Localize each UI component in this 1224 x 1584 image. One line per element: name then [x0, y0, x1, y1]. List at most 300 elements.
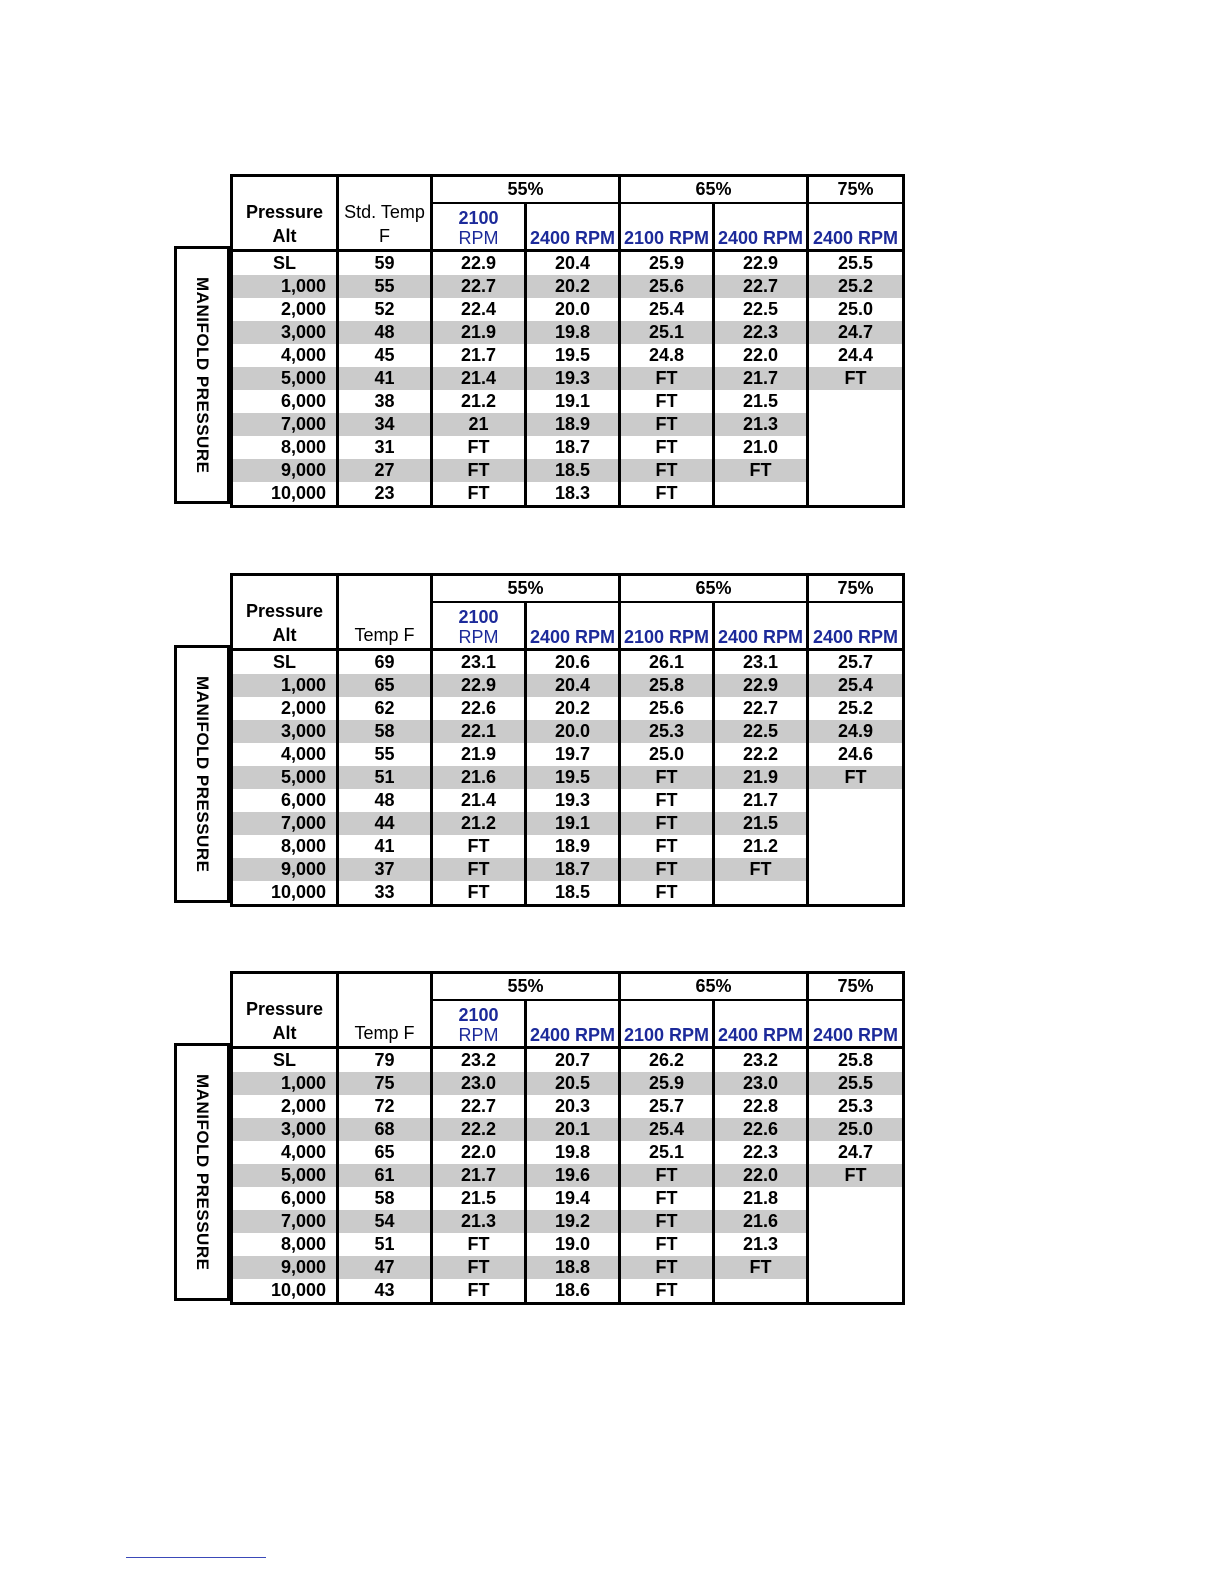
value-cell: [808, 1279, 904, 1304]
value-cell: 24.4: [808, 344, 904, 367]
temp-cell: 75: [338, 1072, 432, 1095]
altitude-cell: 7,000: [232, 413, 338, 436]
value-cell: 18.7: [526, 858, 620, 881]
value-cell: FT: [432, 482, 526, 507]
table-row: [232, 1256, 904, 1279]
temp-cell: 55: [338, 275, 432, 298]
rpm-2100-bottom: RPM: [458, 1025, 499, 1045]
value-cell: 23.2: [714, 1048, 808, 1073]
value-cell: [808, 436, 904, 459]
altitude-cell: SL: [232, 251, 338, 276]
side-label-text: MANIFOLD PRESSURE: [193, 1073, 212, 1271]
table-row: [232, 858, 904, 881]
value-cell: 25.6: [620, 697, 714, 720]
value-cell: [808, 482, 904, 507]
value-cell: 22.5: [714, 720, 808, 743]
value-cell: FT: [808, 766, 904, 789]
value-cell: [808, 789, 904, 812]
col-header-alt: Alt: [272, 226, 297, 246]
value-cell: 19.5: [526, 344, 620, 367]
value-cell: FT: [620, 812, 714, 835]
value-cell: 22.5: [714, 298, 808, 321]
value-cell: 19.0: [526, 1233, 620, 1256]
group-header-75: 75%: [808, 176, 904, 204]
temp-cell: 58: [338, 720, 432, 743]
rpm-2100-top: 2100: [458, 1005, 499, 1025]
value-cell: FT: [620, 881, 714, 906]
rpm-header-55-2100: [432, 602, 526, 650]
value-cell: FT: [714, 459, 808, 482]
value-cell: 21.2: [432, 812, 526, 835]
value-cell: 21.6: [432, 766, 526, 789]
col-header-temp-bottom: Temp F: [354, 1023, 415, 1043]
value-cell: 22.9: [714, 674, 808, 697]
altitude-cell: 5,000: [232, 766, 338, 789]
value-cell: [714, 1279, 808, 1304]
temp-cell: 61: [338, 1164, 432, 1187]
value-cell: 20.4: [526, 674, 620, 697]
table-row: [232, 1210, 904, 1233]
value-cell: 18.5: [526, 459, 620, 482]
altitude-cell: 2,000: [232, 1095, 338, 1118]
value-cell: 25.1: [620, 321, 714, 344]
value-cell: 25.7: [620, 1095, 714, 1118]
table-row: [232, 251, 904, 276]
value-cell: 22.7: [432, 1095, 526, 1118]
rpm-2100-top: 2100: [458, 607, 499, 627]
value-cell: FT: [620, 459, 714, 482]
altitude-cell: 8,000: [232, 436, 338, 459]
power-settings-table: [230, 174, 905, 508]
value-cell: 22.2: [714, 743, 808, 766]
altitude-cell: 9,000: [232, 1256, 338, 1279]
value-cell: 21.5: [714, 812, 808, 835]
value-cell: 19.7: [526, 743, 620, 766]
value-cell: 21.9: [432, 321, 526, 344]
altitude-cell: 3,000: [232, 321, 338, 344]
power-settings-table: [230, 573, 905, 907]
value-cell: 19.2: [526, 1210, 620, 1233]
value-cell: 21.2: [714, 835, 808, 858]
altitude-cell: 1,000: [232, 674, 338, 697]
altitude-cell: 3,000: [232, 1118, 338, 1141]
altitude-cell: 7,000: [232, 812, 338, 835]
value-cell: [808, 835, 904, 858]
side-label-text: MANIFOLD PRESSURE: [193, 675, 212, 873]
rpm-header-65-2100: 2100 RPM: [620, 1000, 714, 1048]
value-cell: 22.7: [432, 275, 526, 298]
temp-cell: 62: [338, 697, 432, 720]
rpm-header-65-2400: 2400 RPM: [714, 1000, 808, 1048]
rpm-header-65-2400: 2400 RPM: [714, 203, 808, 251]
value-cell: FT: [620, 835, 714, 858]
value-cell: [808, 1210, 904, 1233]
value-cell: 19.6: [526, 1164, 620, 1187]
temp-cell: 51: [338, 1233, 432, 1256]
value-cell: 18.9: [526, 413, 620, 436]
value-cell: [808, 858, 904, 881]
value-cell: FT: [620, 1233, 714, 1256]
temp-cell: 41: [338, 367, 432, 390]
value-cell: 25.5: [808, 251, 904, 276]
value-cell: 21.2: [432, 390, 526, 413]
altitude-cell: 10,000: [232, 1279, 338, 1304]
value-cell: 20.4: [526, 251, 620, 276]
value-cell: 24.9: [808, 720, 904, 743]
group-header-75: 75%: [808, 973, 904, 1001]
altitude-cell: 6,000: [232, 390, 338, 413]
value-cell: [808, 1256, 904, 1279]
temp-cell: 33: [338, 881, 432, 906]
rpm-header-65-2400: 2400 RPM: [714, 602, 808, 650]
value-cell: 22.0: [714, 344, 808, 367]
temp-cell: 65: [338, 1141, 432, 1164]
value-cell: 22.6: [714, 1118, 808, 1141]
manifold-pressure-table-1: [174, 174, 904, 506]
value-cell: 24.7: [808, 1141, 904, 1164]
temp-cell: 38: [338, 390, 432, 413]
value-cell: 22.6: [432, 697, 526, 720]
table-row: [232, 436, 904, 459]
col-header-alt: Alt: [272, 625, 297, 645]
table-row: [232, 1095, 904, 1118]
value-cell: 20.6: [526, 650, 620, 675]
value-cell: FT: [432, 835, 526, 858]
altitude-cell: 4,000: [232, 344, 338, 367]
table-row: [232, 1048, 904, 1073]
value-cell: 22.0: [714, 1164, 808, 1187]
temp-cell: 79: [338, 1048, 432, 1073]
value-cell: 22.4: [432, 298, 526, 321]
side-label: [174, 246, 230, 504]
temp-cell: 37: [338, 858, 432, 881]
rpm-header-55-2400: 2400 RPM: [526, 203, 620, 251]
group-header-65: 65%: [620, 575, 808, 603]
value-cell: FT: [808, 367, 904, 390]
temp-cell: 65: [338, 674, 432, 697]
value-cell: FT: [620, 1164, 714, 1187]
value-cell: 22.9: [432, 674, 526, 697]
value-cell: 22.7: [714, 697, 808, 720]
table-row: [232, 812, 904, 835]
altitude-cell: 4,000: [232, 743, 338, 766]
rpm-header-55-2100: [432, 1000, 526, 1048]
value-cell: 25.4: [620, 1118, 714, 1141]
table-row: [232, 674, 904, 697]
value-cell: FT: [432, 1233, 526, 1256]
rpm-header-55-2400: 2400 RPM: [526, 602, 620, 650]
value-cell: 23.1: [432, 650, 526, 675]
rpm-2100-top: 2100: [458, 208, 499, 228]
table-row: [232, 298, 904, 321]
temp-cell: 43: [338, 1279, 432, 1304]
rpm-header-65-2100: 2100 RPM: [620, 203, 714, 251]
value-cell: FT: [620, 1279, 714, 1304]
value-cell: 18.7: [526, 436, 620, 459]
table-row: [232, 1141, 904, 1164]
altitude-cell: 6,000: [232, 1187, 338, 1210]
value-cell: 21.5: [714, 390, 808, 413]
value-cell: 25.2: [808, 275, 904, 298]
value-cell: FT: [620, 390, 714, 413]
value-cell: FT: [620, 1210, 714, 1233]
table-row: [232, 835, 904, 858]
value-cell: 22.2: [432, 1118, 526, 1141]
temp-cell: 41: [338, 835, 432, 858]
temp-cell: 55: [338, 743, 432, 766]
altitude-cell: 3,000: [232, 720, 338, 743]
value-cell: FT: [620, 413, 714, 436]
temp-cell: 44: [338, 812, 432, 835]
value-cell: 22.9: [432, 251, 526, 276]
altitude-cell: 2,000: [232, 298, 338, 321]
value-cell: 25.8: [808, 1048, 904, 1073]
value-cell: 22.9: [714, 251, 808, 276]
value-cell: FT: [620, 858, 714, 881]
value-cell: 21.7: [432, 1164, 526, 1187]
group-header-55: 55%: [432, 575, 620, 603]
temp-cell: 48: [338, 789, 432, 812]
value-cell: 22.0: [432, 1141, 526, 1164]
table-row: [232, 881, 904, 906]
rpm-header-75-2400: 2400 RPM: [808, 602, 904, 650]
value-cell: 25.0: [808, 1118, 904, 1141]
value-cell: 18.5: [526, 881, 620, 906]
value-cell: 20.0: [526, 720, 620, 743]
temp-cell: 47: [338, 1256, 432, 1279]
col-header-pressure: Pressure: [245, 202, 324, 222]
value-cell: 20.7: [526, 1048, 620, 1073]
value-cell: 21: [432, 413, 526, 436]
side-label: [174, 1043, 230, 1301]
value-cell: FT: [620, 1256, 714, 1279]
rpm-header-75-2400: 2400 RPM: [808, 1000, 904, 1048]
value-cell: 23.2: [432, 1048, 526, 1073]
value-cell: 20.5: [526, 1072, 620, 1095]
altitude-cell: SL: [232, 1048, 338, 1073]
value-cell: 25.7: [808, 650, 904, 675]
temp-cell: 69: [338, 650, 432, 675]
value-cell: 24.8: [620, 344, 714, 367]
value-cell: 21.9: [714, 766, 808, 789]
rpm-header-65-2100: 2100 RPM: [620, 602, 714, 650]
value-cell: 22.1: [432, 720, 526, 743]
table-row: [232, 344, 904, 367]
manifold-pressure-table-2: [174, 573, 904, 905]
value-cell: FT: [714, 858, 808, 881]
value-cell: [808, 413, 904, 436]
temp-cell: 72: [338, 1095, 432, 1118]
rpm-header-55-2100: [432, 203, 526, 251]
value-cell: 24.6: [808, 743, 904, 766]
value-cell: FT: [620, 367, 714, 390]
temp-cell: 52: [338, 298, 432, 321]
value-cell: FT: [432, 881, 526, 906]
col-header-pressure: Pressure: [245, 999, 324, 1019]
altitude-cell: 5,000: [232, 1164, 338, 1187]
temp-cell: 48: [338, 321, 432, 344]
table-row: [232, 390, 904, 413]
table-row: [232, 1118, 904, 1141]
value-cell: 21.8: [714, 1187, 808, 1210]
value-cell: 22.7: [714, 275, 808, 298]
value-cell: FT: [620, 766, 714, 789]
table-row: [232, 275, 904, 298]
value-cell: FT: [714, 1256, 808, 1279]
value-cell: 18.8: [526, 1256, 620, 1279]
table-row: [232, 413, 904, 436]
temp-cell: 54: [338, 1210, 432, 1233]
table-row: [232, 1164, 904, 1187]
value-cell: 23.0: [432, 1072, 526, 1095]
value-cell: 25.4: [808, 674, 904, 697]
table-row: [232, 321, 904, 344]
altitude-cell: 6,000: [232, 789, 338, 812]
value-cell: [714, 881, 808, 906]
value-cell: 19.1: [526, 390, 620, 413]
footer-rule: [126, 1557, 266, 1558]
value-cell: 20.2: [526, 275, 620, 298]
altitude-cell: 8,000: [232, 835, 338, 858]
value-cell: 19.5: [526, 766, 620, 789]
value-cell: [808, 881, 904, 906]
value-cell: 23.1: [714, 650, 808, 675]
rpm-header-55-2400: 2400 RPM: [526, 1000, 620, 1048]
value-cell: 25.0: [620, 743, 714, 766]
group-header-75: 75%: [808, 575, 904, 603]
temp-cell: 27: [338, 459, 432, 482]
value-cell: 21.7: [714, 367, 808, 390]
value-cell: 21.3: [714, 1233, 808, 1256]
altitude-cell: 1,000: [232, 1072, 338, 1095]
value-cell: [808, 1187, 904, 1210]
value-cell: 20.1: [526, 1118, 620, 1141]
value-cell: 20.2: [526, 697, 620, 720]
value-cell: FT: [432, 436, 526, 459]
manifold-pressure-table-3: [174, 971, 904, 1303]
side-label-text: MANIFOLD PRESSURE: [193, 276, 212, 474]
value-cell: 19.4: [526, 1187, 620, 1210]
value-cell: FT: [620, 482, 714, 507]
value-cell: FT: [620, 789, 714, 812]
col-header-temp-top: Std. Temp: [344, 202, 425, 222]
value-cell: 24.7: [808, 321, 904, 344]
altitude-cell: 9,000: [232, 858, 338, 881]
col-header-pressure: Pressure: [245, 601, 324, 621]
value-cell: 25.6: [620, 275, 714, 298]
value-cell: 26.1: [620, 650, 714, 675]
col-header-temp-bottom: F: [379, 226, 390, 246]
value-cell: 25.1: [620, 1141, 714, 1164]
table-row: [232, 697, 904, 720]
value-cell: 22.3: [714, 321, 808, 344]
rpm-2100-bottom: RPM: [458, 228, 499, 248]
value-cell: 21.9: [432, 743, 526, 766]
table-row: [232, 766, 904, 789]
table-row: [232, 1279, 904, 1304]
altitude-cell: 4,000: [232, 1141, 338, 1164]
value-cell: [808, 1233, 904, 1256]
value-cell: FT: [432, 858, 526, 881]
value-cell: 19.3: [526, 789, 620, 812]
value-cell: [808, 390, 904, 413]
value-cell: 25.9: [620, 251, 714, 276]
value-cell: 21.4: [432, 789, 526, 812]
side-label: [174, 645, 230, 903]
altitude-cell: 2,000: [232, 697, 338, 720]
value-cell: 19.3: [526, 367, 620, 390]
altitude-cell: 9,000: [232, 459, 338, 482]
value-cell: 26.2: [620, 1048, 714, 1073]
value-cell: 21.5: [432, 1187, 526, 1210]
value-cell: 25.4: [620, 298, 714, 321]
temp-cell: 51: [338, 766, 432, 789]
table-row: [232, 650, 904, 675]
table-row: [232, 459, 904, 482]
group-header-65: 65%: [620, 176, 808, 204]
value-cell: 21.7: [714, 789, 808, 812]
group-header-55: 55%: [432, 973, 620, 1001]
table-row: [232, 1187, 904, 1210]
value-cell: 20.0: [526, 298, 620, 321]
temp-cell: 31: [338, 436, 432, 459]
rpm-2100-bottom: RPM: [458, 627, 499, 647]
altitude-cell: 1,000: [232, 275, 338, 298]
value-cell: [714, 482, 808, 507]
value-cell: 21.4: [432, 367, 526, 390]
table-row: [232, 1072, 904, 1095]
table-row: [232, 482, 904, 507]
value-cell: FT: [620, 1187, 714, 1210]
group-header-55: 55%: [432, 176, 620, 204]
temp-cell: 58: [338, 1187, 432, 1210]
temp-cell: 59: [338, 251, 432, 276]
altitude-cell: 10,000: [232, 482, 338, 507]
altitude-cell: SL: [232, 650, 338, 675]
value-cell: [808, 812, 904, 835]
value-cell: 25.5: [808, 1072, 904, 1095]
value-cell: FT: [620, 436, 714, 459]
value-cell: [808, 459, 904, 482]
value-cell: 25.8: [620, 674, 714, 697]
power-settings-table: [230, 971, 905, 1305]
value-cell: 25.0: [808, 298, 904, 321]
value-cell: FT: [432, 1279, 526, 1304]
value-cell: 18.6: [526, 1279, 620, 1304]
table-row: [232, 367, 904, 390]
value-cell: FT: [432, 1256, 526, 1279]
rpm-header-75-2400: 2400 RPM: [808, 203, 904, 251]
value-cell: 18.3: [526, 482, 620, 507]
value-cell: 25.9: [620, 1072, 714, 1095]
temp-cell: 45: [338, 344, 432, 367]
value-cell: 19.8: [526, 321, 620, 344]
table-row: [232, 1233, 904, 1256]
value-cell: 25.3: [620, 720, 714, 743]
altitude-cell: 8,000: [232, 1233, 338, 1256]
value-cell: 19.8: [526, 1141, 620, 1164]
table-row: [232, 720, 904, 743]
value-cell: 25.2: [808, 697, 904, 720]
group-header-65: 65%: [620, 973, 808, 1001]
value-cell: 23.0: [714, 1072, 808, 1095]
table-row: [232, 789, 904, 812]
value-cell: 22.3: [714, 1141, 808, 1164]
value-cell: 21.0: [714, 436, 808, 459]
temp-cell: 34: [338, 413, 432, 436]
value-cell: 21.3: [714, 413, 808, 436]
value-cell: 21.7: [432, 344, 526, 367]
